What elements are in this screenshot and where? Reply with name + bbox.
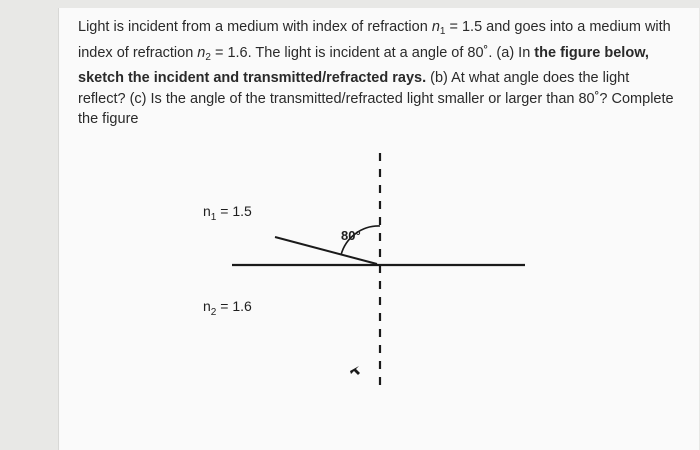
n2-symbol: n bbox=[197, 44, 206, 61]
medium1-value: = 1.5 bbox=[216, 203, 252, 219]
incident-ray bbox=[275, 237, 377, 264]
problem-text-bold: the figure below, sketch the incident and transmitted/refracted rays. bbox=[78, 44, 649, 86]
medium2-sub: 2 bbox=[210, 307, 217, 318]
medium2-label bbox=[203, 298, 252, 318]
problem-text-part4: (b) At what angle does the light reflect? (c) Is the angle of the transmitted/refracted light smaller or larger than 80˚? Complete the figure bbox=[78, 70, 674, 127]
n1-subscript: 1 bbox=[439, 26, 446, 37]
n2-subscript: 2 bbox=[205, 51, 211, 63]
medium2-n: n bbox=[203, 298, 211, 314]
problem-text-part2: = 1.5 and goes into a medium with index of refraction bbox=[78, 19, 671, 61]
medium1-label bbox=[203, 203, 252, 223]
medium1-sub: 1 bbox=[210, 212, 217, 223]
medium2-value: = 1.6 bbox=[216, 298, 252, 314]
cursor-pointer-icon bbox=[350, 366, 360, 375]
medium1-n: n bbox=[203, 203, 211, 219]
angle-label: 80° bbox=[341, 228, 361, 243]
problem-text-part3: = 1.6. The light is incident at a angle of 80˚. (a) In bbox=[210, 44, 535, 61]
n1-symbol: n bbox=[431, 19, 440, 35]
problem-text-part1: Light is incident from a medium with index of refraction bbox=[78, 19, 432, 35]
